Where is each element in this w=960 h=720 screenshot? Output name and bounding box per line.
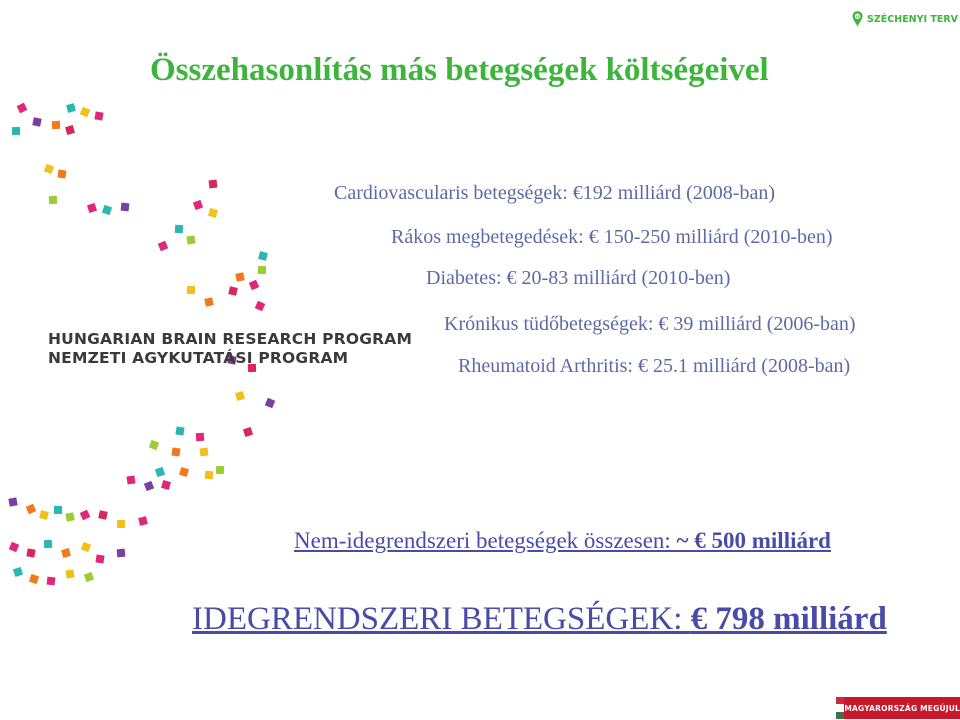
confetti-square (54, 506, 62, 514)
confetti-square (204, 297, 214, 307)
confetti-square (65, 512, 74, 521)
confetti-square (228, 286, 238, 296)
confetti-square (95, 554, 104, 563)
confetti-square (208, 208, 218, 218)
magyarorszag-megujul-badge (836, 697, 960, 719)
confetti-square (44, 164, 54, 174)
confetti-square (186, 235, 195, 244)
confetti-square (187, 286, 195, 294)
page-title: Összehasonlítás más betegségek költségeivel (150, 52, 769, 88)
confetti-square (258, 251, 268, 261)
confetti-square (32, 117, 41, 126)
confetti-square (235, 391, 245, 401)
cost-item-cancer: Rákos megbetegedések: € 150-250 milliárd (2010-ben) (391, 226, 833, 248)
confetti-square (13, 567, 23, 577)
confetti-square (66, 103, 76, 113)
confetti-square (158, 241, 168, 251)
confetti-square (117, 520, 125, 528)
confetti-square (209, 180, 218, 189)
confetti-square (57, 169, 66, 178)
confetti-square (193, 200, 203, 210)
confetti-square (29, 574, 39, 584)
confetti-square (175, 225, 184, 234)
summary-line (294, 528, 831, 554)
confetti-square (172, 448, 181, 457)
confetti-square (84, 572, 94, 582)
confetti-square (61, 548, 71, 558)
confetti-square (8, 497, 17, 506)
confetti-square (179, 467, 189, 477)
cost-item-lung: Krónikus tüdőbetegségek: € 39 milliárd (2006-ban) (444, 313, 856, 335)
confetti-square (216, 466, 224, 474)
confetti-square (258, 266, 266, 274)
confetti-square (80, 510, 91, 521)
confetti-square (149, 440, 159, 450)
confetti-square (138, 516, 148, 526)
confetti-square (26, 548, 35, 557)
confetti-square (175, 426, 184, 435)
confetti-square (12, 127, 20, 135)
confetti-square (249, 280, 260, 291)
confetti-square (47, 577, 56, 586)
cost-item-diabetes: Diabetes: € 20-83 milliárd (2010-ben) (426, 267, 731, 289)
confetti-square (39, 510, 49, 520)
total-value: € 798 milliárd (690, 601, 887, 637)
hbrp-line-english: HUNGARIAN BRAIN RESEARCH PROGRAM (48, 330, 413, 348)
total-label: IDEGRENDSZERI BETEGSÉGEK: (192, 601, 691, 637)
confetti-square (66, 570, 75, 579)
confetti-square (44, 540, 52, 548)
confetti-square (161, 480, 171, 490)
confetti-square (200, 448, 209, 457)
confetti-square (17, 103, 28, 114)
confetti-square (121, 203, 130, 212)
szechenyi-logo-icon (852, 4, 863, 34)
confetti-square (255, 301, 266, 312)
confetti-square (235, 272, 244, 281)
hungarian-flag-icon (836, 697, 844, 719)
confetti-square (52, 121, 60, 129)
summary-value: ~ € 500 milliárd (676, 528, 831, 553)
confetti-square (102, 205, 112, 215)
confetti-square (87, 203, 97, 213)
confetti-square (98, 510, 107, 519)
confetti-square (94, 111, 103, 120)
szechenyi-terv-logo (852, 2, 958, 36)
confetti-square (126, 475, 135, 484)
confetti-square (80, 107, 90, 117)
hbrp-logo-text (48, 330, 412, 368)
confetti-square (26, 504, 36, 514)
confetti-square (65, 125, 75, 135)
summary-label: Nem-idegrendszeri betegségek összesen: (294, 528, 677, 553)
confetti-square (155, 467, 165, 477)
szechenyi-terv-label: SZÉCHENYI TERV (867, 13, 958, 25)
confetti-square (81, 542, 91, 552)
total-line (192, 601, 887, 638)
cost-item-cardiovascular: Cardiovascularis betegségek: €192 milliárd (2008-ban) (334, 182, 775, 204)
cost-item-arthritis: Rheumatoid Arthritis: € 25.1 milliárd (2008-ban) (458, 355, 851, 377)
confetti-square (49, 196, 58, 205)
confetti-square (9, 542, 19, 552)
svg-text:Ü: Ü (855, 13, 860, 19)
confetti-square (144, 481, 154, 491)
hbrp-line-hungarian: NEMZETI AGYKUTATÁSI PROGRAM (48, 349, 349, 367)
badge-label: MAGYARORSZÁG MEGÚJUL (844, 697, 960, 719)
confetti-square (205, 471, 214, 480)
confetti-square (243, 427, 253, 437)
confetti-square (117, 549, 126, 558)
confetti-square (265, 398, 275, 408)
confetti-square (196, 433, 205, 442)
